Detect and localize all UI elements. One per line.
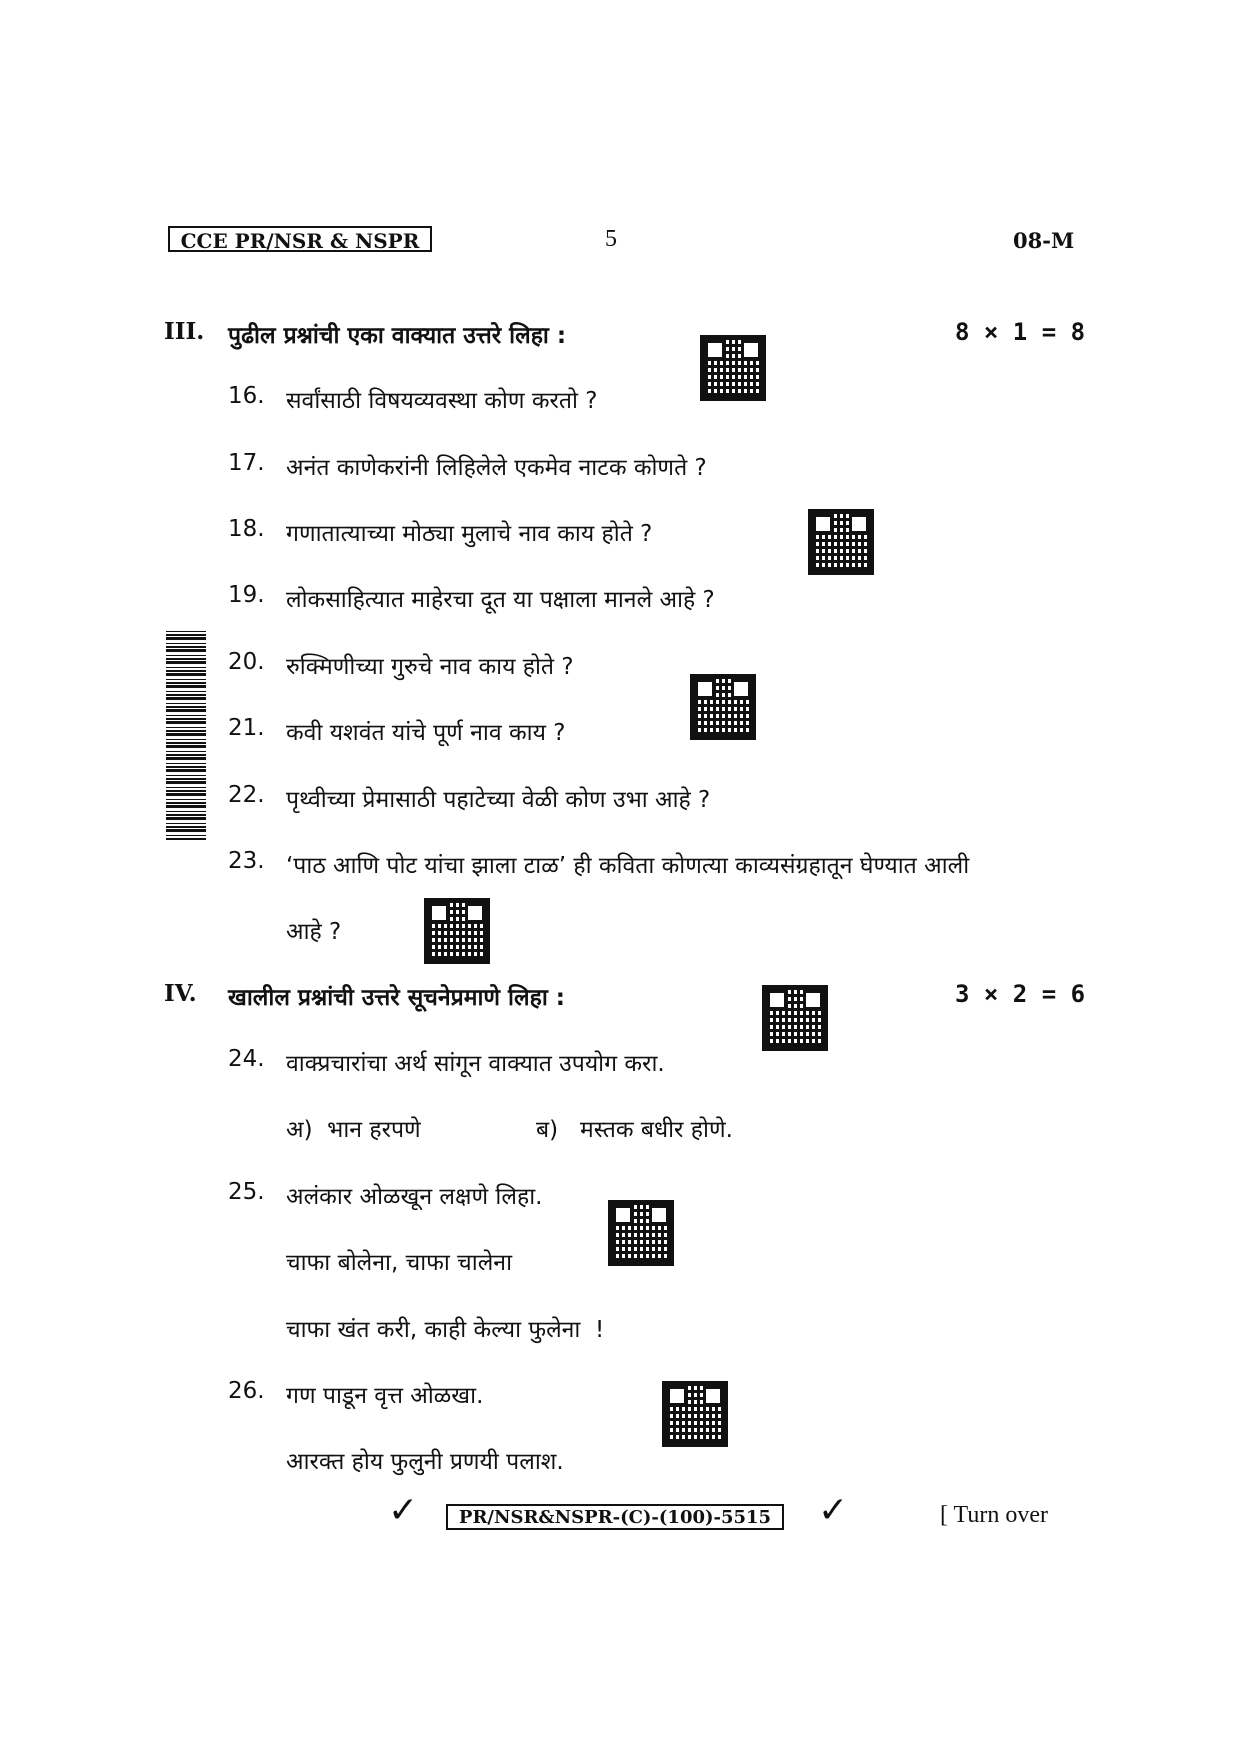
question-21-text: कवी यशवंत यांचे पूर्ण नाव काय ? bbox=[286, 720, 566, 746]
question-24-option-a: अ) भान हरपणे bbox=[286, 1117, 421, 1143]
question-22-text: पृथ्वीच्या प्रेमासाठी पहाटेच्या वेळी कोण उभा आहे ? bbox=[286, 787, 711, 813]
question-24-number: 24. bbox=[228, 1046, 265, 1072]
question-19-text: लोकसाहित्यात माहेरचा दूत या पक्षाला मानले आहे ? bbox=[286, 587, 715, 613]
question-21-number: 21. bbox=[228, 715, 265, 741]
section-4-title: खालील प्रश्नांची उत्तरे सूचनेप्रमाणे लिहा : bbox=[228, 985, 565, 1011]
qr-code-icon bbox=[762, 985, 828, 1051]
question-19-number: 19. bbox=[228, 582, 265, 608]
question-20-number: 20. bbox=[228, 649, 265, 675]
paper-code: 08-M bbox=[1013, 228, 1075, 253]
section-3-title: पुढील प्रश्नांची एका वाक्यात उत्तरे लिहा : bbox=[228, 323, 567, 349]
checkmark-icon: ✓ bbox=[818, 1490, 849, 1531]
question-17-text: अनंत काणेकरांनी लिहिलेले एकमेव नाटक कोणते ? bbox=[286, 455, 707, 481]
section-4-marks: 3 × 2 = 6 bbox=[955, 980, 1086, 1008]
question-26-verse: आरक्त होय फुलुनी प्रणयी पलाश. bbox=[286, 1449, 564, 1475]
question-26-number: 26. bbox=[228, 1378, 265, 1404]
question-16-text: सर्वांसाठी विषयव्यवस्था कोण करतो ? bbox=[286, 388, 598, 414]
question-18-text: गणातात्याच्या मोठ्या मुलाचे नाव काय होते ? bbox=[286, 521, 653, 547]
qr-code-icon bbox=[424, 898, 490, 964]
page-number: 5 bbox=[605, 226, 617, 252]
barcode-icon bbox=[166, 628, 206, 840]
section-3-marks: 8 × 1 = 8 bbox=[955, 318, 1086, 346]
exam-code-box: CCE PR/NSR & NSPR bbox=[168, 226, 432, 252]
question-25-number: 25. bbox=[228, 1179, 265, 1205]
qr-code-icon bbox=[690, 674, 756, 740]
question-20-text: रुक्मिणीच्या गुरुचे नाव काय होते ? bbox=[286, 654, 574, 680]
section-3-number: III. bbox=[164, 318, 205, 345]
qr-code-icon bbox=[662, 1381, 728, 1447]
qr-code-icon bbox=[608, 1200, 674, 1266]
question-23-text: ‘पाठ आणि पोट यांचा झाला टाळ’ ही कविता कोणत्या काव्यसंग्रहातून घेण्यात आली bbox=[286, 853, 970, 879]
section-4-number: IV. bbox=[164, 980, 197, 1007]
checkmark-icon: ✓ bbox=[388, 1490, 419, 1531]
question-24-text: वाक्प्रचारांचा अर्थ सांगून वाक्यात उपयोग करा. bbox=[286, 1051, 665, 1077]
question-24-option-b: ब) मस्तक बधीर होणे. bbox=[536, 1117, 733, 1143]
question-23-number: 23. bbox=[228, 848, 265, 874]
turn-over-text: [ Turn over bbox=[940, 1502, 1049, 1528]
footer-code-box: PR/NSR&NSPR-(C)-(100)-5515 bbox=[446, 1504, 784, 1530]
question-26-text: गण पाडून वृत्त ओळखा. bbox=[286, 1383, 484, 1409]
question-18-number: 18. bbox=[228, 516, 265, 542]
question-23-text-cont: आहे ? bbox=[286, 919, 342, 945]
question-25-poem-line-2: चाफा खंत करी, काही केल्या फुलेना ! bbox=[286, 1317, 605, 1343]
question-17-number: 17. bbox=[228, 450, 265, 476]
question-25-text: अलंकार ओळखून लक्षणे लिहा. bbox=[286, 1184, 543, 1210]
qr-code-icon bbox=[700, 335, 766, 401]
qr-code-icon bbox=[808, 509, 874, 575]
question-25-poem-line-1: चाफा बोलेना, चाफा चालेना bbox=[286, 1250, 513, 1276]
question-16-number: 16. bbox=[228, 383, 265, 409]
question-22-number: 22. bbox=[228, 782, 265, 808]
